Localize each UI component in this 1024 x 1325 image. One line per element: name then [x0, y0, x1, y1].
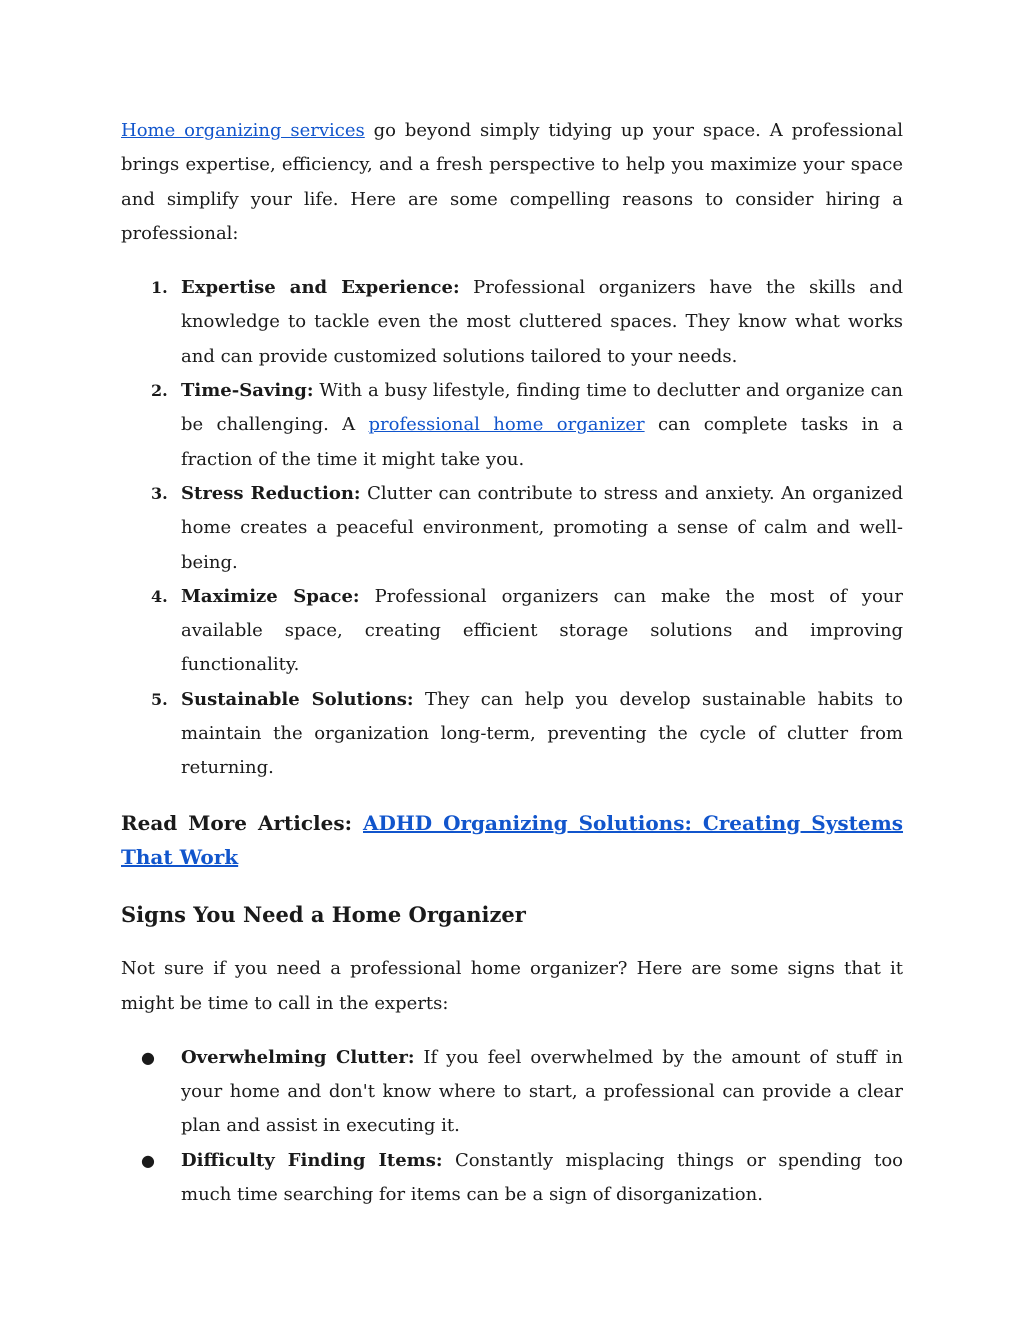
reason-text: Professional organizers have the skills and knowledge to tackle even the most cluttered spaces. They know what works and can provide customized solutions tailored to your needs.	[181, 277, 903, 367]
read-more-line	[121, 806, 903, 875]
reason-title: Stress Reduction:	[181, 482, 361, 504]
reason-text: Professional organizers can make the most of your available space, creating efficient storage solutions and improving functionality.	[181, 585, 903, 676]
reason-item	[121, 683, 903, 786]
bullet-icon: ●	[141, 1047, 155, 1067]
adhd-organizing-article-link[interactable]: ADHD Organizing Solutions: Creating Systems That Work	[121, 810, 904, 869]
sign-text: Constantly misplacing things or spending too much time searching for items can be a sign of disorganization.	[181, 1149, 903, 1206]
sign-item	[121, 1144, 903, 1213]
signs-list	[121, 1041, 903, 1212]
intro-paragraph	[121, 114, 903, 251]
section-heading: Signs You Need a Home Organizer	[121, 902, 526, 928]
home-organizing-services-link[interactable]: Home organizing services	[121, 120, 365, 141]
reason-text: With a busy lifestyle, finding time to declutter and organize can be challenging. A	[181, 380, 903, 436]
document-page	[121, 114, 903, 1212]
sign-text: If you feel overwhelmed by the amount of stuff in your home and don't know where to start, a professional can provide a clear plan and assist in executing it.	[181, 1046, 903, 1137]
reason-text: They can help you develop sustainable habits to maintain the organization long-term, preventing the cycle of clutter from returning.	[181, 688, 903, 779]
reason-item	[121, 271, 903, 374]
reason-item	[121, 374, 903, 477]
sign-item	[121, 1041, 903, 1144]
reason-text: can complete tasks in a fraction of the time it might take you.	[181, 414, 903, 470]
reason-number: 5.	[151, 689, 168, 709]
read-more-label: Read More Articles:	[121, 810, 363, 835]
reason-title: Expertise and Experience:	[181, 277, 460, 299]
reason-title: Sustainable Solutions:	[181, 688, 414, 710]
reasons-list	[121, 271, 903, 785]
reason-number: 4.	[151, 586, 168, 606]
sign-title: Overwhelming Clutter:	[181, 1046, 415, 1068]
professional-home-organizer-link[interactable]: professional home organizer	[368, 414, 645, 436]
reason-number: 2.	[151, 381, 168, 401]
reason-text: Clutter can contribute to stress and anxiety. An organized home creates a peaceful environment, promoting a sense of calm and well-being.	[181, 482, 903, 573]
reason-title: Maximize Space:	[181, 585, 360, 607]
signs-intro-paragraph: Not sure if you need a professional home organizer? Here are some signs that it might be time to call in the experts:	[121, 958, 903, 1014]
sign-title: Difficulty Finding Items:	[181, 1149, 443, 1171]
bullet-icon: ●	[141, 1150, 155, 1170]
reason-item	[121, 477, 903, 580]
intro-text: go beyond simply tidying up your space. A professional brings expertise, efficiency, and a fresh perspective to help you maximize your space and simplify your life. Here are some compelling reasons to consider hiring a professional:	[121, 120, 903, 244]
reason-number: 3.	[151, 483, 168, 503]
reason-item	[121, 580, 903, 683]
reason-title: Time-Saving:	[181, 380, 314, 402]
reason-number: 1.	[151, 278, 168, 298]
